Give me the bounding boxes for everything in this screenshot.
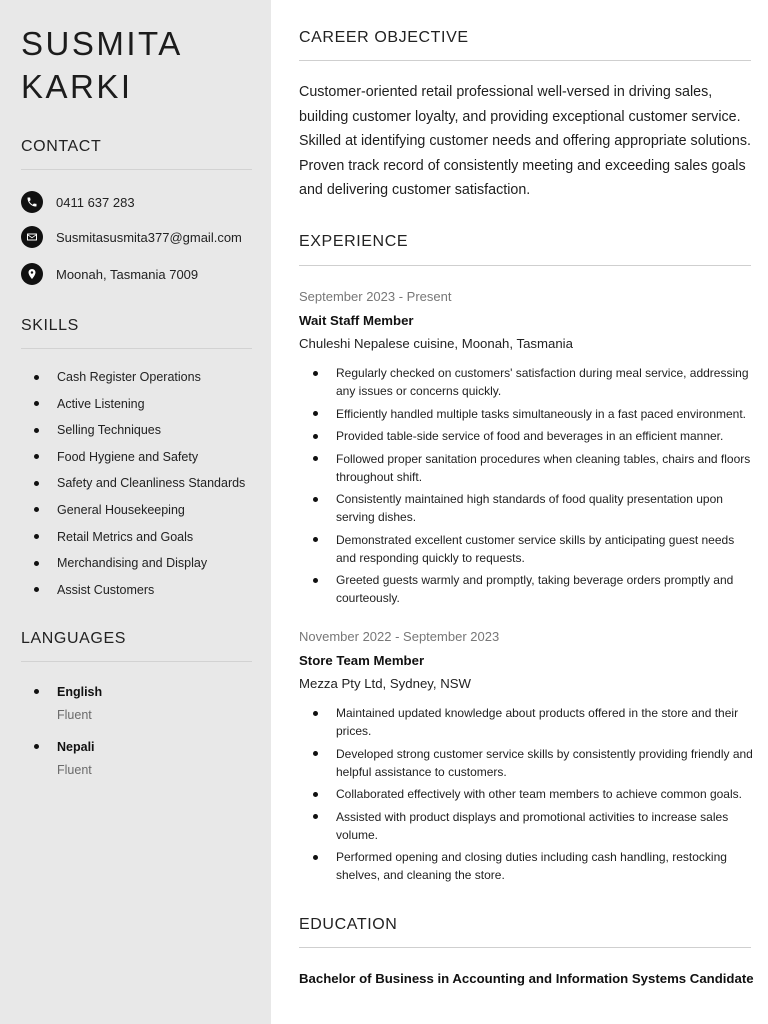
email-text[interactable]: Susmitasusmita377@gmail.com (56, 229, 242, 245)
language-name: English (57, 685, 103, 699)
contact-location (21, 263, 198, 285)
person-name (21, 22, 183, 108)
duty-item: Followed proper sanitation procedures when cleaning tables, chairs and floors throughout shift. (299, 450, 754, 486)
skills-list (21, 367, 245, 606)
job-duties (299, 364, 754, 607)
duty-item: Consistently maintained high standards of food quality presentation upon serving dishes. (299, 490, 754, 526)
job-title: Store Team Member (299, 653, 425, 668)
location-pin-icon (21, 263, 43, 285)
duty-item: Efficiently handled multiple tasks simultaneously in a fast paced environment. (299, 405, 754, 423)
skill-item: Active Listening (21, 394, 245, 421)
duty-item: Performed opening and closing duties including cash handling, restocking shelves, and cleaning the store. (299, 848, 754, 884)
skill-item: Assist Customers (21, 580, 245, 607)
sidebar (0, 0, 271, 1024)
languages-divider (21, 661, 252, 662)
language-item (21, 737, 95, 780)
job-title: Wait Staff Member (299, 313, 414, 328)
job-company: Chuleshi Nepalese cuisine, Moonah, Tasmania (299, 336, 573, 351)
language-level: Fluent (57, 708, 92, 722)
duty-item: Developed strong customer service skills by consistently providing friendly and helpful assistance to customers. (299, 745, 754, 781)
skill-item: Retail Metrics and Goals (21, 527, 245, 554)
duty-item: Provided table-side service of food and beverages in an efficient manner. (299, 427, 754, 445)
objective-heading: CAREER OBJECTIVE (299, 29, 469, 46)
skills-divider (21, 348, 252, 349)
language-level: Fluent (57, 763, 92, 777)
education-divider (299, 947, 751, 948)
job-dates: November 2022 - September 2023 (299, 629, 500, 644)
first-name: SUSMITA (21, 25, 183, 62)
experience-heading: EXPERIENCE (299, 233, 409, 250)
skill-item: Safety and Cleanliness Standards (21, 473, 245, 500)
location-text: Moonah, Tasmania 7009 (56, 266, 199, 282)
duty-item: Maintained updated knowledge about products offered in the store and their prices. (299, 704, 754, 740)
last-name: KARKI (21, 68, 133, 105)
job-company: Mezza Pty Ltd, Sydney, NSW (299, 676, 471, 691)
skill-item: Food Hygiene and Safety (21, 447, 245, 474)
experience-divider (299, 265, 751, 266)
main-content (271, 0, 768, 1024)
objective-divider (299, 60, 751, 61)
skills-heading: SKILLS (21, 317, 79, 334)
languages-heading: LANGUAGES (21, 630, 126, 647)
duty-item: Assisted with product displays and promotional activities to increase sales volume. (299, 808, 754, 844)
education-degree: Bachelor of Business in Accounting and Information Systems Candidate (299, 971, 754, 986)
skill-item: Selling Techniques (21, 420, 245, 447)
education-heading: EDUCATION (299, 916, 398, 933)
contact-divider (21, 169, 252, 170)
email-icon (21, 226, 43, 248)
duty-item: Greeted guests warmly and promptly, taking beverage orders promptly and courteously. (299, 571, 754, 607)
duty-item: Regularly checked on customers' satisfaction during meal service, addressing any issues or concerns quickly. (299, 364, 754, 400)
job-dates: September 2023 - Present (299, 289, 452, 304)
duty-item: Collaborated effectively with other team members to achieve common goals. (299, 785, 754, 803)
phone-icon (21, 191, 43, 213)
phone-text[interactable]: 0411 637 283 (56, 194, 135, 210)
skill-item: Merchandising and Display (21, 553, 245, 580)
language-item (21, 682, 102, 725)
language-name: Nepali (57, 740, 95, 754)
contact-email (21, 226, 242, 248)
contact-heading: CONTACT (21, 138, 102, 155)
job-duties (299, 704, 754, 884)
job-entry (299, 288, 754, 612)
skill-item: Cash Register Operations (21, 367, 245, 394)
duty-item: Demonstrated excellent customer service skills by anticipating guest needs and responding quickly to requests. (299, 531, 754, 567)
skill-item: General Housekeeping (21, 500, 245, 527)
job-entry (299, 628, 754, 889)
contact-phone (21, 191, 135, 213)
objective-text: Customer-oriented retail professional well-versed in driving sales, building customer loyalty, and providing exceptional customer service. Skilled at identifying customer needs and offering appropriate solutions. Proven track record of consistently meeting and exceeding sales goals and delivering customer satisfaction. (299, 84, 751, 198)
